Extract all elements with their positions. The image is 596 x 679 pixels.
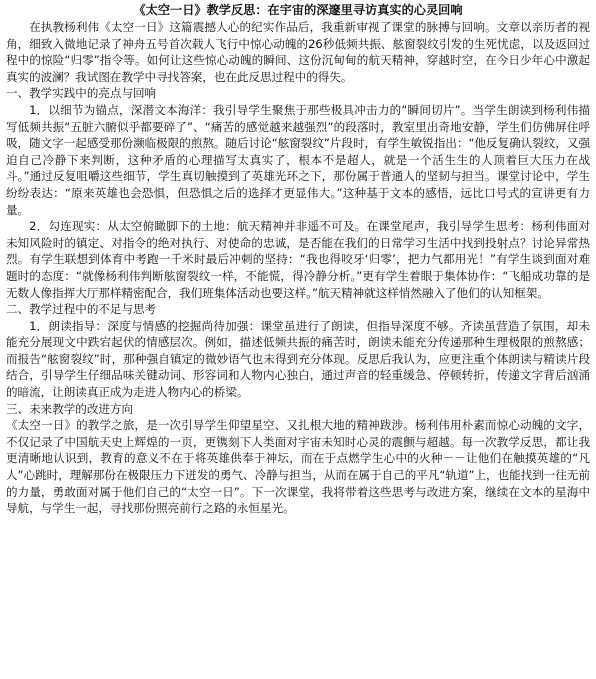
intro-paragraph: 在执教杨利伟《太空一日》这篇震撼人心的纪实作品后，我重新审视了课堂的脉搏与回响。文章以亲历者的视角，细致入微地记录了神舟五号首次载人飞行中惊心动魄的26秒低频共振、舷窗裂纹引发的生死忧虑，以及返回过程中的惊险“归零”指令等。如何让这些惊心动魄的瞬间、这份沉甸甸的航天精神，穿越时空，在今日少年心中激起真实的波澜？我试图在教学中寻找答案，也在此反思过程中的得失。 [6,20,590,84]
section-1-heading: 一、教学实践中的亮点与回响 [6,86,157,101]
section-3-paragraph-1: 《太空一日》的教学之旅，是一次引导学生仰望星空、又扎根大地的精神跋涉。杨利伟用朴素而惊心动魄的文字，不仅记录了中国航天史上辉煌的一页，更镌刻下人类面对宇宙未知时心灵的震颤与超越。每一次教学反思，都让我更清晰地认识到，教育的意义不在于将英雄供奉于神坛，而在于点燃学生心中的火种－－让他们在触摸英雄的“凡人”心跳时，理解那份在极限压力下迸发的勇气、冷静与担当，从而在属于自己的平凡“轨道”上，也能找到一往无前的力量，勇敢面对属于他们自己的“太空一日”。下一次课堂，我将带着这些思考与改进方案，继续在文本的星海中导航，与学生一起，寻找那份照亮前行之路的永恒星光。 [6,418,590,516]
section-2-paragraph-1: 1．朗读指导：深度与情感的挖掘尚待加强：课堂虽进行了朗读，但指导深度不够。齐读虽营造了氛围，却未能充分展现文中跌宕起伏的情感层次。例如，描述低频共振的痛苦时，朗读未能充分传递那种生理极限的煎熬感；而报告“舷窗裂纹”时，那种强自镇定的微妙语气也未得到充分体现。反思后我认为，应更注重个体朗读与精读片段结合，引导学生仔细品味关键动词、形容词和人物内心独白，通过声音的轻重缓急、停顿转折，传递文字背后汹涌的暗流，让朗读真正成为走进人物内心的桥梁。 [6,318,590,400]
section-1-paragraph-2: 2．勾连现实：从太空俯瞰脚下的土地：航天精神并非遥不可及。在课堂尾声，我引导学生思考：杨利伟面对未知风险时的镇定、对指令的绝对执行、对使命的忠诚，是否能在我们的日常学习生活中找到投射点？讨论异常热烈。有学生联想到体育中考跑一千米时最后冲刺的坚持：“我也得咬牙‘归零’，把力气都用光！”有学生谈到面对难题时的态度：“就像杨利伟判断舷窗裂纹一样，不能慌，得冷静分析。”更有学生着眼于集体协作：“飞船成功靠的是无数人像指挥大厅那样精密配合，我们班集体活动也要这样。”航天精神就这样悄然融入了他们的认知框架。 [6,219,590,300]
section-1-paragraph-1: 1．以细节为锚点，深潜文本海洋：我引导学生聚焦于那些极具冲击力的“瞬间切片”。当学生朗读到杨利伟描写低频共振“五脏六腑似乎都要碎了”、“痛苦的感觉越来越强烈”的段落时，教室里出奇地安静，学生们仿佛屏住呼吸，随文字一起感受那份濒临极限的煎熬。随后讨论“舷窗裂纹”片段时，有学生敏锐指出：“他反复确认裂纹，又强迫自己冷静下来判断，这种矛盾的心理描写太真实了，根本不是超人，就是一个活生生的人顶着巨大压力在战斗。”通过反复咀嚼这些细节，学生真切触摸到了英雄光环之下，那份属于普通人的坚韧与担当。课堂讨论中，学生纷纷表达：“原来英雄也会恐惧，但恐惧之后的选择才更显伟大。”这种基于文本的感悟，远比口号式的宣讲更有力量。 [6,102,590,217]
section-3-heading: 三、未来教学的改进方向 [6,401,134,416]
document-title: 《太空一日》教学反思：在宇宙的深邃里寻访真实的心灵回响 [133,3,463,17]
section-2-heading: 二、教学过程中的不足与思考 [6,302,157,317]
